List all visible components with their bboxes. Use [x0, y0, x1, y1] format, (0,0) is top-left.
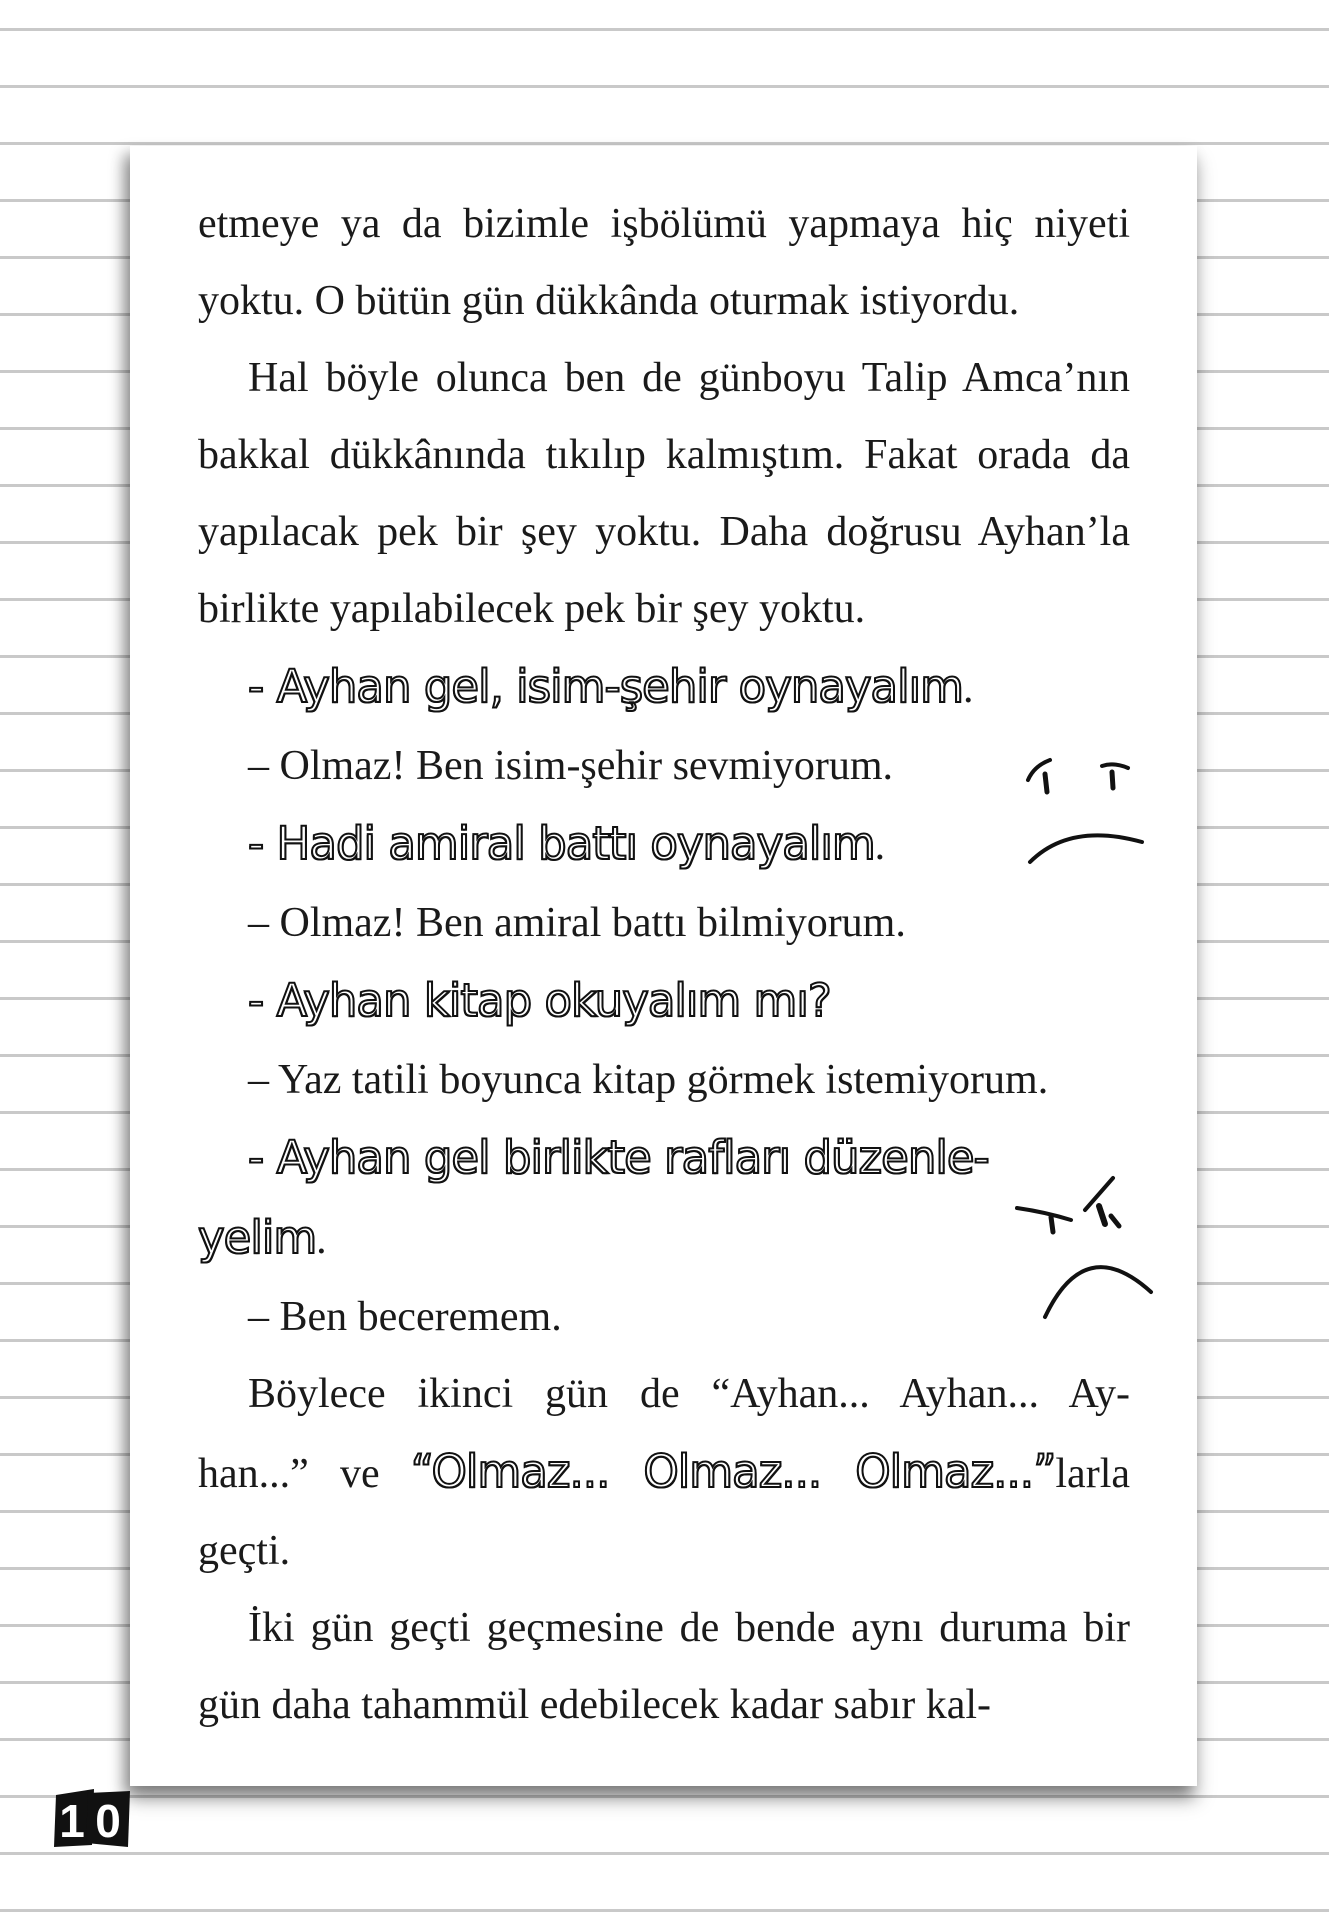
angry-face-icon	[1015, 1172, 1155, 1322]
dialogue-line-3	[198, 962, 1130, 1042]
handwritten-text: yelim	[198, 1211, 317, 1264]
reply-line-3: – Yaz tatili boyunca kitap görmek istemiyorum.	[248, 1057, 1049, 1103]
handwritten-text: - Hadi amiral battı oynayalım	[248, 817, 875, 870]
sad-face-icon	[1020, 752, 1150, 877]
page-body	[198, 186, 1130, 1744]
dialogue-line-4a	[198, 1119, 1130, 1199]
svg-text:0: 0	[95, 1795, 121, 1847]
reply-line-4: – Ben beceremem.	[248, 1294, 562, 1340]
paragraph-3-line-1: Böylece ikinci gün de “Ayhan... Ayhan... Ay-	[248, 1371, 1130, 1417]
reply-line-2: – Olmaz! Ben amiral battı bilmiyorum.	[248, 900, 906, 946]
paragraph-3-line-3: geçti.	[198, 1528, 291, 1574]
paragraph-1-line-1: etmeye ya da bizimle işbölümü yapmaya hiç niyeti	[198, 201, 1130, 247]
handwritten-text: - Ayhan gel, isim-şehir oynayalım	[248, 660, 963, 713]
dialogue-line-2: - Hadi amiral battı oynayalım.	[248, 817, 886, 870]
handwritten-text: - Ayhan gel birlikte rafları düzenle-	[248, 1131, 989, 1184]
handwritten-text: “Olmaz... Olmaz... Olmaz...”	[410, 1445, 1056, 1498]
paragraph-2: Hal böyle olunca ben de günboyu Talip Amca’nın bakkal dükkânında tıkılıp kalmıştım. Fakat orada da yapılacak pek bir şey yoktu. Daha doğrusu Ayhan’la birlikte yapılabilecek pek bir şey yoktu.	[198, 355, 1130, 632]
handwritten-text: - Ayhan kitap okuyalım mı?	[248, 974, 831, 1027]
reply-line-1: – Olmaz! Ben isim-şehir sevmiyorum.	[248, 743, 894, 789]
paragraph-3-line-2: han...” ve “Olmaz... Olmaz... Olmaz...”larla	[198, 1445, 1130, 1498]
paragraph-1-line-2: yoktu. O bütün gün dükkânda oturmak istiyordu.	[198, 278, 1020, 324]
dialogue-line-1: - Ayhan gel, isim-şehir oynayalım.	[248, 660, 974, 713]
svg-text:1: 1	[59, 1795, 85, 1847]
dialogue-line-4b: yelim.	[198, 1211, 327, 1264]
paragraph-4: İki gün geçti geçmesine de bende aynı duruma bir gün daha tahammül edebilecek kadar sabır kal-	[198, 1605, 1130, 1728]
page-number	[52, 1787, 132, 1849]
